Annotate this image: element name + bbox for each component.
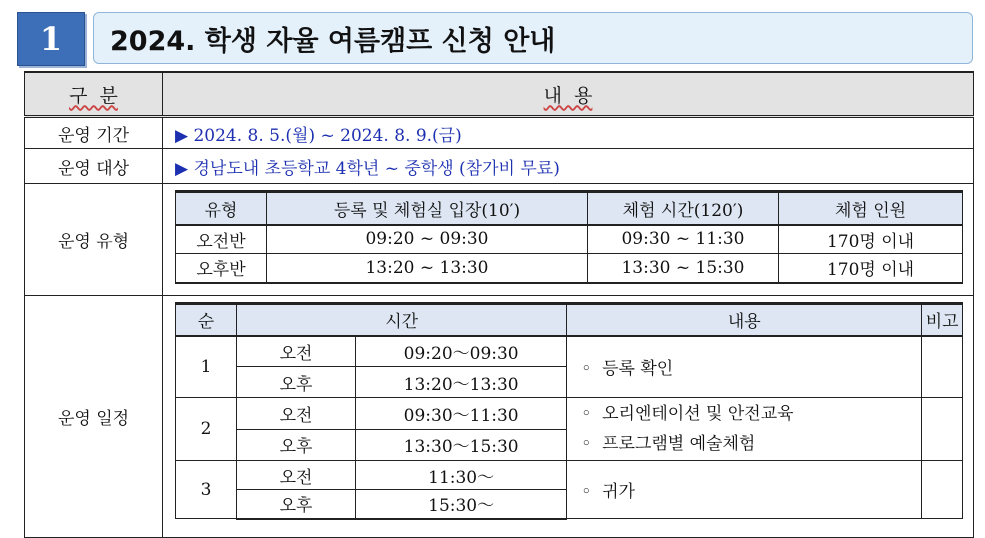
type-cell: 170명 이내 <box>779 254 963 283</box>
schedule-header-no: 순 <box>176 304 237 336</box>
schedule-note <box>922 398 963 461</box>
schedule-period: 오후 <box>237 490 356 519</box>
type-row-am <box>176 225 963 254</box>
schedule-header-content: 내용 <box>567 304 922 336</box>
target-row <box>25 149 974 184</box>
type-table <box>175 190 963 284</box>
page-title-banner <box>93 12 973 64</box>
type-cell: 09:30 ~ 11:30 <box>588 225 779 254</box>
schedule-time: 09:20～09:30 <box>356 336 567 367</box>
schedule-content <box>567 398 922 461</box>
schedule-header-note: 비고 <box>922 304 963 336</box>
section-number-badge: 1 <box>17 12 85 66</box>
type-cell: 13:30 ~ 15:30 <box>588 254 779 283</box>
schedule-content: ◦ 등록 확인 <box>567 336 922 398</box>
schedule-time: 09:30～11:30 <box>356 398 567 430</box>
schedule-period: 오전 <box>237 461 356 490</box>
type-header-kind: 유형 <box>176 192 267 225</box>
type-cell: 오후반 <box>176 254 267 283</box>
schedule-no: 1 <box>176 336 237 398</box>
schedule-note <box>922 336 963 398</box>
schedule-time: 11:30～ <box>356 461 567 490</box>
type-header-capacity: 체험 인원 <box>779 192 963 225</box>
info-table <box>24 71 974 538</box>
type-label: 운영 유형 <box>25 184 163 296</box>
schedule-content: ◦ 귀가 <box>567 461 922 519</box>
schedule-no: 2 <box>176 398 237 461</box>
schedule-period: 오후 <box>237 367 356 398</box>
schedule-header-row <box>176 304 963 336</box>
type-cell: 170명 이내 <box>779 225 963 254</box>
type-cell: 오전반 <box>176 225 267 254</box>
schedule-period: 오전 <box>237 398 356 430</box>
table-header-row <box>25 72 974 117</box>
schedule-time: 15:30～ <box>356 490 567 519</box>
type-cell: 09:20 ~ 09:30 <box>267 225 588 254</box>
schedule-period: 오후 <box>237 429 356 461</box>
schedule-no: 3 <box>176 461 237 519</box>
schedule-table <box>175 302 963 520</box>
schedule-period: 오전 <box>237 336 356 367</box>
type-cell <box>163 184 974 296</box>
schedule-row <box>176 398 963 430</box>
schedule-row <box>176 336 963 367</box>
header-category: 구 분 <box>25 72 163 117</box>
type-header-row <box>176 192 963 225</box>
target-value: ▶ 경남도내 초등학교 4학년 ~ 중학생 (참가비 무료) <box>163 149 974 184</box>
schedule-row <box>25 296 974 538</box>
schedule-row <box>176 461 963 490</box>
type-row-pm <box>176 254 963 283</box>
type-header-entry: 등록 및 체험실 입장(10′) <box>267 192 588 225</box>
schedule-label: 운영 일정 <box>25 296 163 538</box>
header-content: 내 용 <box>163 72 974 117</box>
period-row <box>25 117 974 149</box>
schedule-time: 13:30～15:30 <box>356 429 567 461</box>
target-label: 운영 대상 <box>25 149 163 184</box>
schedule-item: ◦ 프로그램별 예술체험 <box>581 434 756 454</box>
schedule-header-time: 시간 <box>237 304 567 336</box>
schedule-time: 13:20～13:30 <box>356 367 567 398</box>
schedule-item: ◦ 오리엔테이션 및 안전교육 <box>581 404 794 424</box>
period-label: 운영 기간 <box>25 117 163 149</box>
schedule-cell <box>163 296 974 538</box>
page-title: 2024. 학생 자율 여름캠프 신청 안내 <box>110 25 556 57</box>
schedule-note <box>922 461 963 519</box>
type-row <box>25 184 974 296</box>
period-value: ▶ 2024. 8. 5.(월) ~ 2024. 8. 9.(금) <box>163 117 974 149</box>
type-cell: 13:20 ~ 13:30 <box>267 254 588 283</box>
type-header-time: 체험 시간(120′) <box>588 192 779 225</box>
